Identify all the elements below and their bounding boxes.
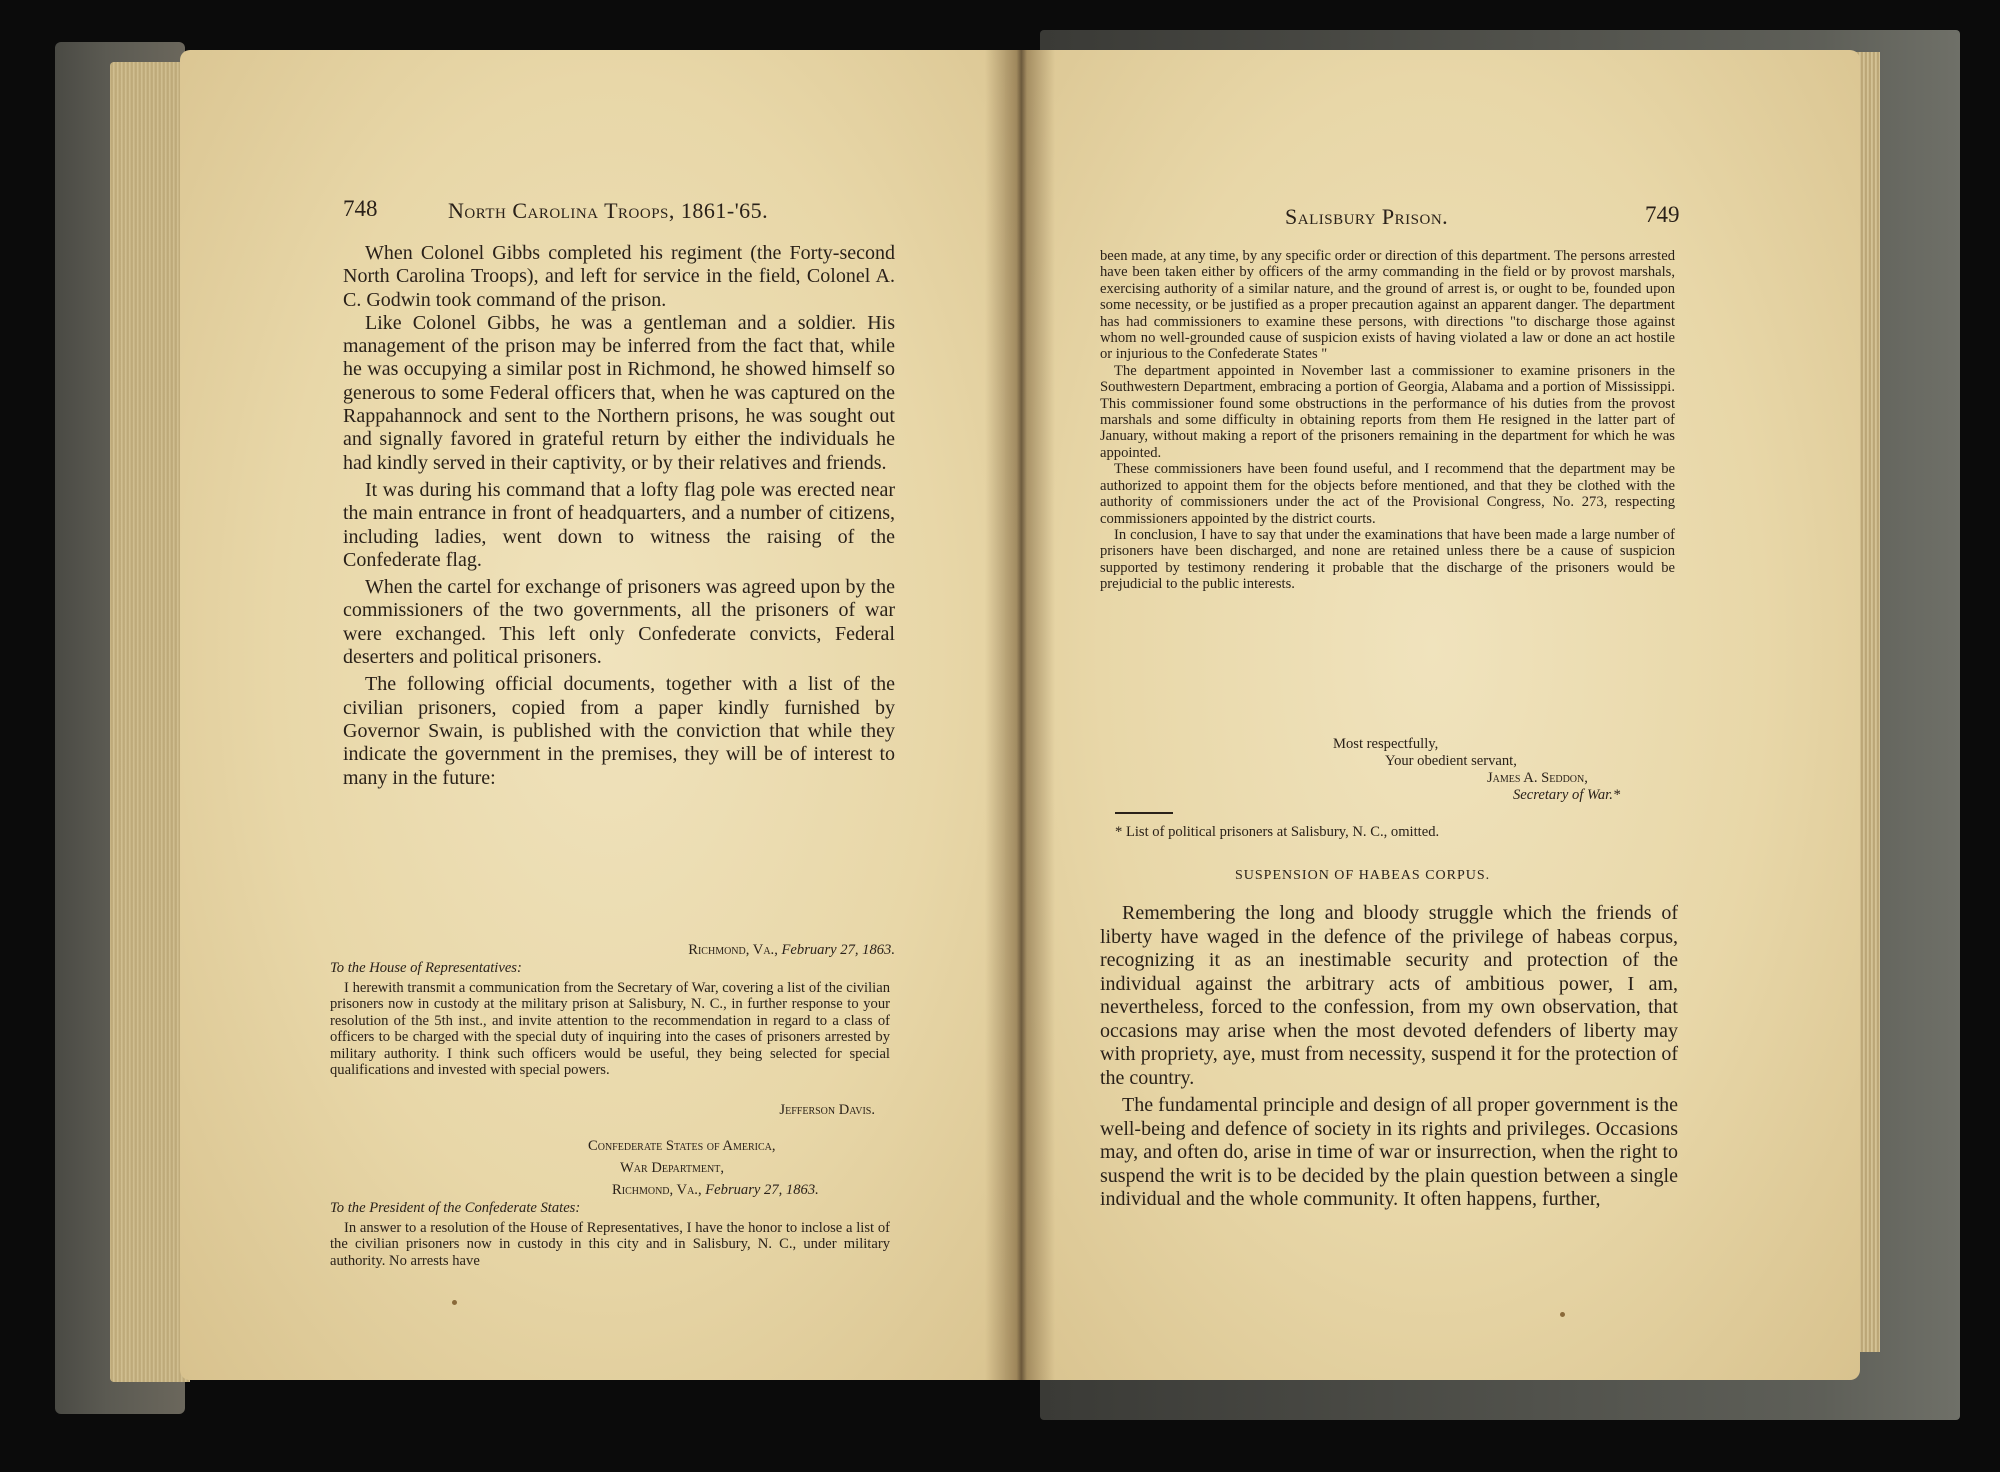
paragraph: It was during his command that a lofty flag pole was erected near the main entrance in front of headquarters, and a number of citizens, including ladies, went down to witness the raising of the Confederate flag. <box>343 478 895 571</box>
letter-paragraph: These commissioners have been found useful, and I recommend that the department may be authorized to appoint them for the objects before mentioned, and that they be clothed with the authority of commissioners under the act of the Provisional Congress, No. 273, respecting commissioners appointed by the district courts. <box>1100 461 1675 527</box>
paragraph: Remembering the long and bloody struggle which the friends of liberty have waged in the defence of the privilege of habeas corpus, recognizing it as an inestimable security and protection of the individual against the arbitrary acts of ambitious power, I am, nevertheless, forced to the confession, from my own observation, that occasions may arise when the most devoted defenders of liberty may with propriety, aye, must from necessity, suspend it for the protection of the country. <box>1100 902 1678 1089</box>
signer-title: Secretary of War.* <box>1513 787 1621 803</box>
letter2-heading1: Confederate States of America, <box>588 1138 776 1154</box>
dateline-place: Richmond, Va., <box>688 942 782 958</box>
letter2-salutation: To the President of the Confederate States: <box>330 1200 581 1216</box>
paragraph: When the cartel for exchange of prisoners was agreed upon by the commissioners of the two governments, all the prisoners of war were exchanged. This left only Confederate convicts, Federal deserters and political prisoners. <box>343 576 895 669</box>
paragraph: When Colonel Gibbs completed his regiment (the Forty-second North Carolina Troops), and left for service in the field, Colonel A. C. Godwin took command of the prison. <box>343 242 895 311</box>
letter1-dateline <box>343 942 895 959</box>
letter1-signature: Jefferson Davis. <box>779 1102 875 1118</box>
paper-fleck <box>1560 1312 1565 1317</box>
left-page-number: 748 <box>343 196 378 221</box>
letter2-dateline <box>612 1182 819 1199</box>
closing-line-1: Most respectfully, <box>1333 736 1439 752</box>
letter-paragraph: I herewith transmit a communication from the Secretary of War, covering a list of the civilian prisoners now in custody at the military prison at Salisbury, N. C., in further response to your resolution of the 5th inst., and invite attention to the recommendation in regard to a class of officers to be charged with the special duty of inquiring into the cases of prisoners arrested by military authority. I think such officers would be useful, they being selected for special qualifications and invested with special powers. <box>330 980 890 1079</box>
letter-paragraph: been made, at any time, by any specific order or direction of this department. The persons arrested have been taken either by officers of the army commanding in the field or by provost marshals, exercising authority of a similar nature, and the ground of arrest is, or ought to be, founded upon some necessity, or be justified as a proper precaution against an apparent danger. The department has had commissioners to examine these persons, with directions "to discharge those against whom no well-grounded cause of suspicion exists of having violated a law or done an act hostile or injurious to the Confederate States " <box>1100 248 1675 363</box>
left-narrative <box>343 242 895 790</box>
letter1-body <box>330 980 890 1078</box>
dateline-date: February 27, 1863. <box>705 1182 819 1198</box>
letter-paragraph: The department appointed in November last a commissioner to examine prisoners in the Southwestern Department, embracing a portion of Georgia, Alabama and a portion of Mississippi. This commissioner found some obstructions in the performance of his duties from the provost marshals and some difficulty in obtaining reports from them He resigned in the latter part of January, without making a report of the prisoners remaining in the department for which he was appointed. <box>1100 362 1675 461</box>
page-edges-left <box>110 62 190 1382</box>
dateline-date: February 27, 1863. <box>781 942 895 958</box>
left-page <box>180 50 1035 1380</box>
left-running-head: North Carolina Troops, 1861-'65. <box>448 198 769 223</box>
book-gutter <box>985 50 1055 1380</box>
letter2-heading2: War Department, <box>620 1160 724 1176</box>
closing-line-2: Your obedient servant, <box>1385 753 1517 769</box>
footnote: * List of political prisoners at Salisbury, N. C., omitted. <box>1115 824 1440 840</box>
right-letter-body <box>1100 248 1675 593</box>
paragraph: The following official documents, together with a list of the civilian prisoners, copied from a paper kindly furnished by Governor Swain, is published with the conviction that while they indicate the government in the premises, they will be of interest to many in the future: <box>343 673 895 789</box>
letter-paragraph: In conclusion, I have to say that under the examinations that have been made a large number of prisoners have been discharged, and none are retained unless there be a cause of suspicion supported by testimony rendering it probable that the discharge of the prisoners would be prejudicial to the public interests. <box>1100 526 1675 593</box>
right-page-number: 749 <box>1645 202 1680 227</box>
letter-paragraph: In answer to a resolution of the House of Representatives, I have the honor to inclose a list of the civilian prisoners now in custody in this city and in Salisbury, N. C., under military authority. No arrests have <box>330 1220 890 1269</box>
section-heading: SUSPENSION OF HABEAS CORPUS. <box>1235 868 1491 883</box>
paragraph: Like Colonel Gibbs, he was a gentleman and a soldier. His management of the prison may be inferred from the fact that, while he was occupying a similar post in Richmond, he showed himself so generous to some Federal officers that, when he was captured on the Rappahannock and sent to the Northern prisons, he was sought out and signally favored in grateful return by either the individuals he had kindly served in their captivity, or by their relatives and friends. <box>343 311 895 474</box>
right-page <box>1005 50 1860 1380</box>
footnote-rule <box>1115 812 1173 814</box>
right-narrative <box>1100 902 1678 1212</box>
right-running-head: Salisbury Prison. <box>1285 204 1449 229</box>
paragraph: The fundamental principle and design of all proper government is the well-being and defence of society in its rights and privileges. Occasions may, and often do, arise in time of war or insurrection, when the right to suspend the writ is to be decided by the plain question between a single individual and the whole community. It often happens, further, <box>1100 1094 1678 1210</box>
letter2-body <box>330 1220 890 1269</box>
paper-fleck <box>452 1300 457 1305</box>
dateline-place: Richmond, Va., <box>612 1182 706 1198</box>
letter1-salutation: To the House of Representatives: <box>330 960 522 976</box>
signer-name: James A. Seddon, <box>1487 770 1588 786</box>
